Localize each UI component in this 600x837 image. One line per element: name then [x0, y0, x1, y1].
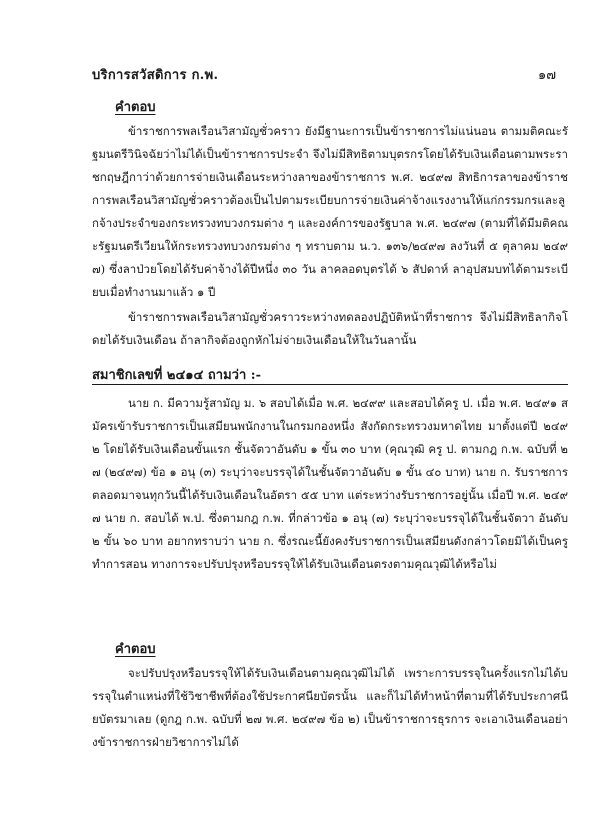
question-paragraph: นาย ก. มีความรู้สามัญ ม. ๖ สอบได้เมื่อ พ.ศ. ๒๔๙๙ และสอบได้ครู ป. เมื่อ พ.ศ. ๒๔๙๑ สมัครเข้ารับราชการเป็นเสมียนพนักงานในกรมกองหนึ่ง สังกัดกระทรวงมหาดไทย มาตั้งแต่ปี ๒๔๙๒ โดยได้รับเงินเดือนขั้นแรก ชั้นจัตวาอันดับ ๑ ขั้น ๓๐ บาท (คุณวุฒิ ครู ป. ตามกฎ ก.พ. ฉบับที่ ๒๗ (๒๔๙๗) ข้อ ๑ อนุ (๓) ระบุว่าจะบรรจุได้ในชั้นจัตวาอันดับ ๑ ขั้น ๔๐ บาท) นาย ก. รับราชการตลอดมาจนทุกวันนี้ได้รับเงินเดือนในอัตรา ๕๕ บาท แต่ระหว่างรับราชการอยู่นั้น เมื่อปี พ.ศ. ๒๔๙๗ นาย ก. สอบได้ พ.ป. ซึ่งตามกฎ ก.พ. ที่กล่าวข้อ ๑ อนุ (๗) ระบุว่าจะบรรจุได้ในชั้นจัตวา อันดับ ๒ ขั้น ๖๐ บาท อยากทราบว่า นาย ก. ซึ่งรณะนี้ยังคงรับราชการเป็นเสมียนดังกล่าวโดยมิได้เป็นครูทำการสอน ทางการจะปรับปรุงหรือบรรจุให้ได้รับเงินเดือนตรงตามคุณวุฒิได้หรือไม่: [92, 396, 568, 571]
answer-paragraph-1: ข้าราชการพลเรือนวิสามัญชั่วคราว ยังมีฐานะการเป็นข้าราชการไม่แน่นอน ตามมติคณะรัฐมนตรีวินิจฉัยว่าไม่ได้เป็นข้าราชการประจำ จึงไม่มีสิทธิตามบุตรกรโดยได้รับเงินเดือนตามพระราชกฤษฎีกาว่าด้วยการจ่ายเงินเดือนระหว่างลาของข้าราชการ พ.ศ. ๒๔๙๗ สิทธิการลาของข้าราชการพลเรือนวิสามัญชั่วคราวต้องเป็นไปตามระเบียบการจ่ายเงินค่าจ้างแรงงานให้แก่กรรมกรและลูกจ้างประจำของกระทรวงทบวงกรมต่าง ๆ และองค์การของรัฐบาล พ.ศ. ๒๔๙๗ (ตามที่ได้มีมติคณะรัฐมนตรีเวียนให้กระทรวงทบวงกรมต่าง ๆ ทราบตาม น.ว. ๑๓๖/๒๔๙๗ ลงวันที่ ๕ ตุลาคม ๒๔๙๗) ซึ่งลาป่วยโดยได้รับค่าจ้างได้ปีหนึ่ง ๓๐ วัน ลาคลอดบุตรได้ ๖ สัปดาห์ ลาอุปสมบทได้ตามระเบียบเมื่อทำงานมาแล้ว ๑ ปี: [92, 124, 568, 299]
answer-2-paragraph: จะปรับปรุงหรือบรรจุให้ได้รับเงินเดือนตามคุณวุฒิไม่ได้ เพราะการบรรจุในครั้งแรกไม่ได้บรรจุในตำแหน่งที่ใช้วิชาชีพที่ต้องใช้ประกาศนียบัตรนั้น และก็ไม่ได้ทำหน้าที่ตามที่ได้รับประกาศนียบัตรมาเลย (ดูกฎ ก.พ. ฉบับที่ ๒๗ พ.ศ. ๒๔๙๗ ข้อ ๒) เป็นข้าราชการธุรการ จะเอาเงินเดือนอย่างข้าราชการฝ่ายวิชาการไม่ได้: [92, 666, 568, 749]
answer-paragraph-2: ข้าราชการพลเรือนวิสามัญชั่วคราวระหว่างทดลองปฏิบัติหน้าที่ราชการ จึงไม่มีสิทธิลากิจโดยได้รับเงินเดือน ถ้าลากิจต้องถูกหักไม่จ่ายเงินเดือนให้ในวันลานั้น: [92, 310, 568, 347]
answer-heading: คำตอบ: [115, 100, 156, 115]
question-label: สมาชิกเลขที่ ๒๔๑๔ ถามว่า :-: [92, 368, 261, 383]
running-header: บริการสวัสดิการ ก.พ.: [92, 68, 219, 83]
question-divider: [92, 384, 568, 385]
answer-heading-2: คำตอบ: [115, 642, 156, 657]
page-number: ๑๗: [538, 68, 557, 83]
